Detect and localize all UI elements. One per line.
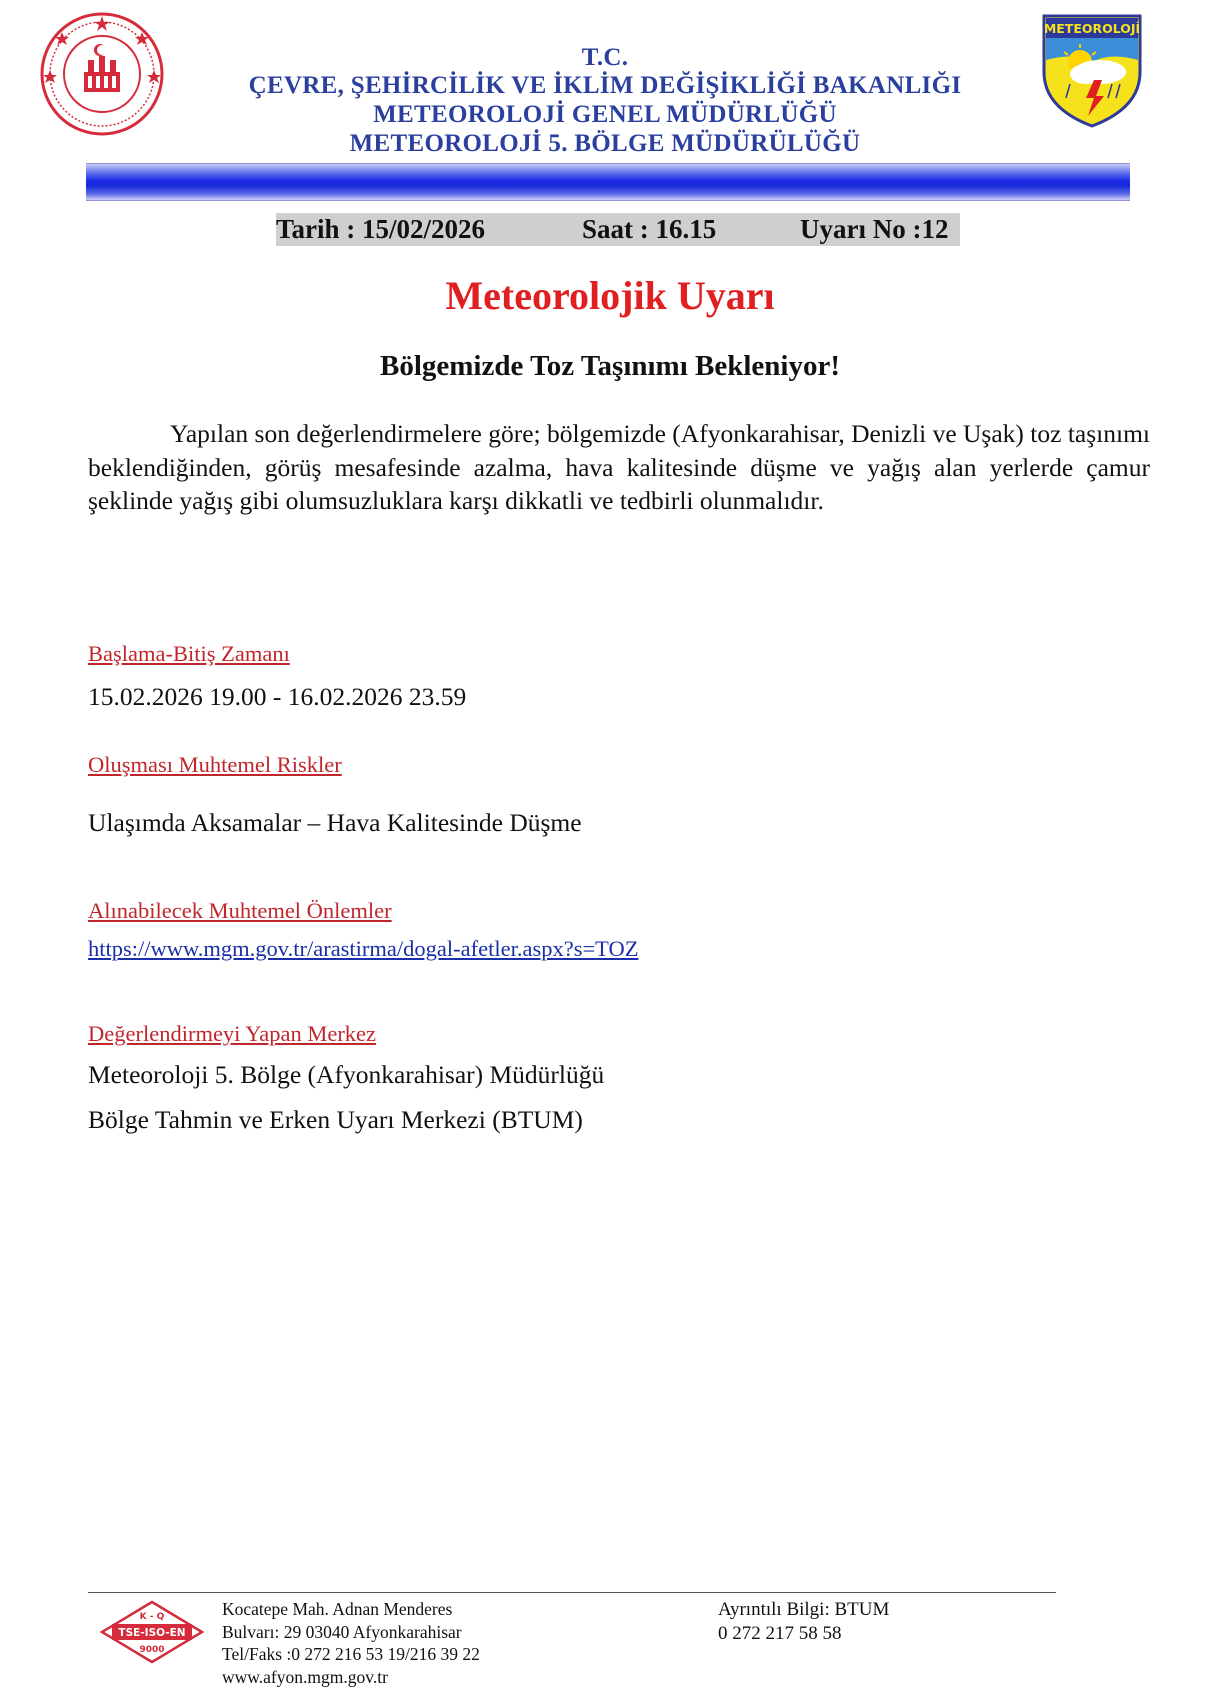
section-value-time: 15.02.2026 19.00 - 16.02.2026 23.59 <box>88 682 466 712</box>
header-regional: METEOROLOJİ 5. BÖLGE MÜDÜRÜLÜĞÜ <box>170 130 1040 158</box>
svg-text:K - Q: K - Q <box>140 1612 165 1622</box>
info-time: Saat : 16.15 <box>582 214 716 245</box>
section-label-time: Başlama-Bitiş Zamanı <box>88 641 290 667</box>
svg-text:9000: 9000 <box>139 1645 164 1655</box>
section-label-risks: Oluşması Muhtemel Riskler <box>88 752 342 778</box>
svg-text:TSE-ISO-EN: TSE-ISO-EN <box>118 1627 185 1639</box>
footer-info <box>718 1598 889 1646</box>
footer-website[interactable]: www.afyon.mgm.gov.tr <box>222 1666 480 1688</box>
footer-info-label: Ayrıntılı Bilgi: BTUM <box>718 1598 889 1622</box>
info-bar <box>276 213 960 246</box>
footer-info-phone: 0 272 217 58 58 <box>718 1622 889 1646</box>
svg-text:METEOROLOJİ: METEOROLOJİ <box>1044 21 1140 36</box>
meteoroloji-shield-icon <box>1040 12 1144 128</box>
footer-address-line-2: Bulvarı: 29 03040 Afyonkarahisar <box>222 1621 480 1644</box>
section-value-center-2: Bölge Tahmin ve Erken Uyarı Merkezi (BTUM) <box>88 1105 583 1135</box>
section-value-risks: Ulaşımda Aksamalar – Hava Kalitesinde Düşme <box>88 808 582 838</box>
footer-address <box>222 1598 480 1688</box>
section-label-center: Değerlendirmeyi Yapan Merkez <box>88 1021 376 1047</box>
page-title: Meteorolojik Uyarı <box>0 272 1220 319</box>
precautions-link[interactable]: https://www.mgm.gov.tr/arastirma/dogal-afetler.aspx?s=TOZ <box>88 936 638 962</box>
info-date: Tarih : 15/02/2026 <box>276 214 485 245</box>
section-value-center-1: Meteoroloji 5. Bölge (Afyonkarahisar) Müdürlüğü <box>88 1060 604 1090</box>
tse-iso-logo-icon <box>100 1600 204 1664</box>
header-directorate: METEOROLOJİ GENEL MÜDÜRLÜĞÜ <box>170 101 1040 129</box>
footer-divider <box>88 1592 1056 1593</box>
info-warning-number: Uyarı No :12 <box>800 214 948 245</box>
section-label-precautions: Alınabilecek Muhtemel Önlemler <box>88 898 392 924</box>
header-tc: T.C. <box>170 44 1040 72</box>
footer-phone: Tel/Faks :0 272 216 53 19/216 39 22 <box>222 1643 480 1666</box>
ministry-seal-icon <box>40 12 164 136</box>
page-subtitle: Bölgemizde Toz Taşınımı Bekleniyor! <box>0 350 1220 383</box>
header-ministry: ÇEVRE, ŞEHİRCİLİK VE İKLİM DEĞİŞİKLİĞİ BAKANLIĞI <box>170 72 1040 100</box>
header-divider-band <box>86 163 1130 201</box>
footer-address-line-1: Kocatepe Mah. Adnan Menderes <box>222 1598 480 1621</box>
warning-body-text: Yapılan son değerlendirmelere göre; bölgemizde (Afyonkarahisar, Denizli ve Uşak) toz taşınımı beklendiğinden, görüş mesafesinde azalma, hava kalitesinde düşme ve yağış alan yerlerde çamur şeklinde yağış gibi olumsuzluklara karşı dikkatli ve tedbirli olunmalıdır. <box>88 417 1150 518</box>
